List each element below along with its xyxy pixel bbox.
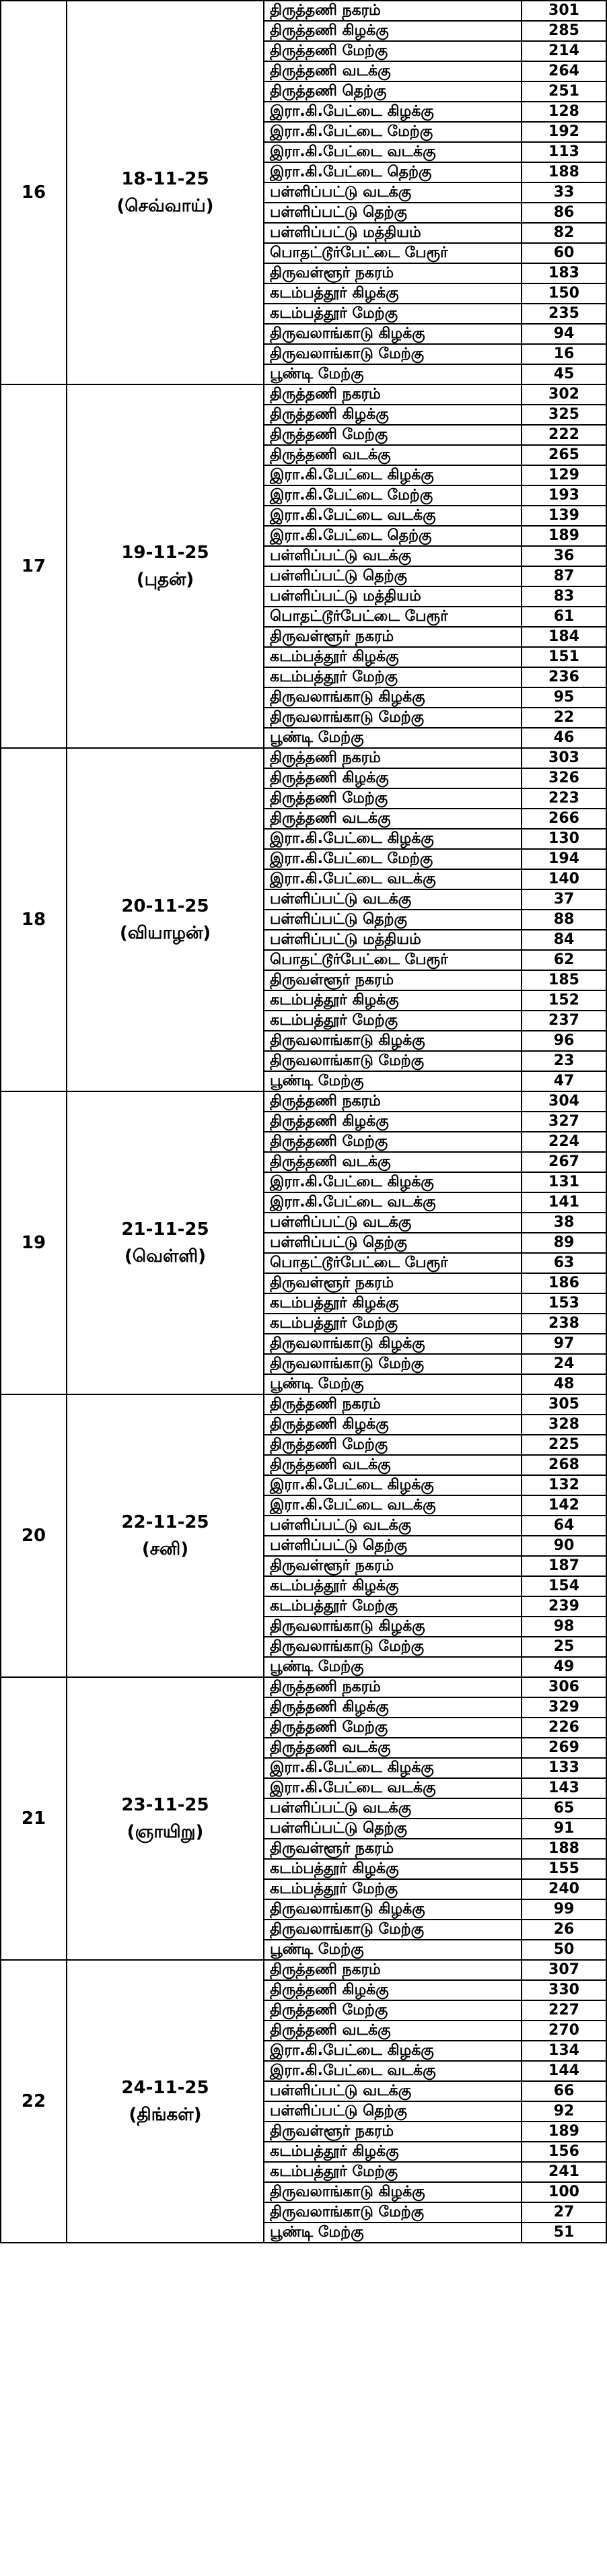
count-cell: 154: [522, 1576, 606, 1596]
serial-number-cell: 18: [1, 748, 67, 1091]
weekday-text: (சனி): [141, 1539, 189, 1559]
count-cell: 60: [522, 243, 606, 263]
weekday-text: (புதன்): [136, 570, 194, 590]
area-name-cell: இரா.கி.பேட்டை வடக்கு: [264, 869, 522, 889]
count-cell: 100: [522, 2182, 606, 2202]
area-name-cell: திருத்தணி நகரம்: [264, 1394, 522, 1415]
area-name-cell: திருத்தணி வடக்கு: [264, 1152, 522, 1172]
area-name-cell: கடம்பத்தூர் கிழக்கு: [264, 990, 522, 1011]
count-cell: 194: [522, 849, 606, 869]
count-cell: 302: [522, 384, 606, 405]
count-cell: 306: [522, 1677, 606, 1697]
count-cell: 22: [522, 708, 606, 728]
area-name-cell: இரா.கி.பேட்டை கிழக்கு: [264, 829, 522, 849]
table-row: [1, 1, 606, 21]
area-name-cell: பூண்டி மேற்கு: [264, 1374, 522, 1394]
count-cell: 46: [522, 728, 606, 748]
date-cell: [67, 748, 264, 1091]
count-cell: 270: [522, 2021, 606, 2041]
count-cell: 128: [522, 102, 606, 122]
area-name-cell: பள்ளிப்பட்டு வடக்கு: [264, 1798, 522, 1819]
date-cell: [67, 1677, 264, 1960]
count-cell: 139: [522, 506, 606, 526]
area-name-cell: திருவலாங்காடு கிழக்கு: [264, 324, 522, 344]
area-name-cell: திருவலாங்காடு மேற்கு: [264, 1051, 522, 1071]
area-name-cell: கடம்பத்தூர் மேற்கு: [264, 304, 522, 324]
area-name-cell: பள்ளிப்பட்டு மத்தியம்: [264, 930, 522, 950]
date-cell: [67, 1960, 264, 2243]
date-cell: [67, 1, 264, 384]
area-name-cell: பள்ளிப்பட்டு மத்தியம்: [264, 586, 522, 607]
area-name-cell: இரா.கி.பேட்டை கிழக்கு: [264, 1475, 522, 1495]
count-cell: 132: [522, 1475, 606, 1495]
weekday-text: (செவ்வாய்): [116, 196, 214, 216]
count-cell: 326: [522, 768, 606, 788]
count-cell: 214: [522, 41, 606, 61]
count-cell: 237: [522, 1011, 606, 1031]
count-cell: 48: [522, 1374, 606, 1394]
area-name-cell: இரா.கி.பேட்டை கிழக்கு: [264, 102, 522, 122]
area-name-cell: திருத்தணி மேற்கு: [264, 2000, 522, 2021]
area-name-cell: பள்ளிப்பட்டு வடக்கு: [264, 1213, 522, 1233]
area-name-cell: திருவலாங்காடு கிழக்கு: [264, 1334, 522, 1354]
area-name-cell: கடம்பத்தூர் கிழக்கு: [264, 1293, 522, 1314]
area-name-cell: கடம்பத்தூர் கிழக்கு: [264, 647, 522, 667]
count-cell: 66: [522, 2081, 606, 2101]
count-cell: 83: [522, 586, 606, 607]
count-cell: 90: [522, 1536, 606, 1556]
area-name-cell: இரா.கி.பேட்டை கிழக்கு: [264, 465, 522, 485]
area-name-cell: திருவலாங்காடு மேற்கு: [264, 1354, 522, 1374]
area-name-cell: திருத்தணி மேற்கு: [264, 788, 522, 809]
count-cell: 24: [522, 1354, 606, 1374]
area-name-cell: திருத்தணி வடக்கு: [264, 809, 522, 829]
count-cell: 142: [522, 1495, 606, 1516]
area-name-cell: திருவள்ளூர் நகரம்: [264, 263, 522, 283]
count-cell: 226: [522, 1718, 606, 1738]
area-name-cell: கடம்பத்தூர் கிழக்கு: [264, 283, 522, 304]
count-cell: 330: [522, 1980, 606, 2000]
count-cell: 96: [522, 1031, 606, 1051]
count-cell: 267: [522, 1152, 606, 1172]
count-cell: 188: [522, 162, 606, 182]
weekday-text: (திங்கள்): [129, 2105, 202, 2125]
area-name-cell: திருவள்ளூர் நகரம்: [264, 1273, 522, 1293]
date-text: 18-11-25: [121, 169, 209, 189]
count-cell: 65: [522, 1798, 606, 1819]
count-cell: 95: [522, 687, 606, 708]
table-row: [1, 384, 606, 405]
count-cell: 129: [522, 465, 606, 485]
area-name-cell: திருவலாங்காடு மேற்கு: [264, 708, 522, 728]
serial-number-cell: 19: [1, 1091, 67, 1394]
count-cell: 238: [522, 1314, 606, 1334]
area-name-cell: திருத்தணி மேற்கு: [264, 1435, 522, 1455]
area-name-cell: இரா.கி.பேட்டை கிழக்கு: [264, 1758, 522, 1778]
count-cell: 240: [522, 1879, 606, 1899]
area-name-cell: பள்ளிப்பட்டு தெற்கு: [264, 910, 522, 930]
area-name-cell: திருத்தணி தெற்கு: [264, 81, 522, 102]
area-name-cell: திருத்தணி வடக்கு: [264, 1738, 522, 1758]
count-cell: 183: [522, 263, 606, 283]
area-name-cell: திருத்தணி நகரம்: [264, 748, 522, 768]
area-name-cell: கடம்பத்தூர் கிழக்கு: [264, 2142, 522, 2162]
area-name-cell: கடம்பத்தூர் மேற்கு: [264, 1879, 522, 1899]
area-name-cell: திருவள்ளூர் நகரம்: [264, 1839, 522, 1859]
area-name-cell: திருத்தணி கிழக்கு: [264, 1112, 522, 1132]
area-name-cell: கடம்பத்தூர் மேற்கு: [264, 2162, 522, 2182]
area-name-cell: திருத்தணி வடக்கு: [264, 2021, 522, 2041]
area-name-cell: திருத்தணி வடக்கு: [264, 445, 522, 465]
count-cell: 150: [522, 283, 606, 304]
date-text: 22-11-25: [121, 1512, 209, 1532]
area-name-cell: திருத்தணி மேற்கு: [264, 41, 522, 61]
area-name-cell: இரா.கி.பேட்டை தெற்கு: [264, 162, 522, 182]
area-name-cell: திருத்தணி கிழக்கு: [264, 768, 522, 788]
table-row: [1, 1091, 606, 1112]
serial-number-cell: 17: [1, 384, 67, 748]
area-name-cell: இரா.கி.பேட்டை வடக்கு: [264, 506, 522, 526]
count-cell: 151: [522, 647, 606, 667]
count-cell: 113: [522, 142, 606, 162]
count-cell: 98: [522, 1617, 606, 1637]
table-row: [1, 1960, 606, 1980]
count-cell: 63: [522, 1253, 606, 1273]
area-name-cell: திருத்தணி வடக்கு: [264, 61, 522, 81]
count-cell: 227: [522, 2000, 606, 2021]
area-name-cell: திருத்தணி நகரம்: [264, 1677, 522, 1697]
count-cell: 187: [522, 1556, 606, 1576]
area-name-cell: திருத்தணி மேற்கு: [264, 425, 522, 445]
weekday-text: (ஞாயிறு): [127, 1822, 204, 1842]
count-cell: 155: [522, 1859, 606, 1879]
area-name-cell: இரா.கி.பேட்டை வடக்கு: [264, 2061, 522, 2081]
date-text: 24-11-25: [121, 2078, 209, 2098]
count-cell: 133: [522, 1758, 606, 1778]
count-cell: 225: [522, 1435, 606, 1455]
area-name-cell: திருத்தணி நகரம்: [264, 1091, 522, 1112]
area-name-cell: இரா.கி.பேட்டை மேற்கு: [264, 122, 522, 142]
area-name-cell: திருத்தணி மேற்கு: [264, 1718, 522, 1738]
area-name-cell: திருவலாங்காடு மேற்கு: [264, 1637, 522, 1657]
serial-number-cell: 22: [1, 1960, 67, 2243]
count-cell: 329: [522, 1697, 606, 1718]
area-name-cell: திருவள்ளூர் நகரம்: [264, 627, 522, 647]
count-cell: 45: [522, 364, 606, 384]
count-cell: 49: [522, 1657, 606, 1677]
count-cell: 235: [522, 304, 606, 324]
area-name-cell: திருத்தணி மேற்கு: [264, 1132, 522, 1152]
count-cell: 304: [522, 1091, 606, 1112]
count-cell: 156: [522, 2142, 606, 2162]
area-name-cell: திருவலாங்காடு மேற்கு: [264, 344, 522, 364]
area-name-cell: பள்ளிப்பட்டு தெற்கு: [264, 566, 522, 586]
area-name-cell: திருவள்ளூர் நகரம்: [264, 2122, 522, 2142]
count-cell: 51: [522, 2223, 606, 2243]
count-cell: 62: [522, 950, 606, 970]
area-name-cell: பூண்டி மேற்கு: [264, 2223, 522, 2243]
count-cell: 61: [522, 607, 606, 627]
area-name-cell: இரா.கி.பேட்டை வடக்கு: [264, 1778, 522, 1798]
area-name-cell: பள்ளிப்பட்டு தெற்கு: [264, 1819, 522, 1839]
weekday-text: (வியாழன்): [119, 923, 211, 943]
area-name-cell: கடம்பத்தூர் மேற்கு: [264, 1596, 522, 1617]
area-name-cell: பூண்டி மேற்கு: [264, 364, 522, 384]
count-cell: 222: [522, 425, 606, 445]
area-name-cell: திருத்தணி கிழக்கு: [264, 21, 522, 41]
area-name-cell: பூண்டி மேற்கு: [264, 1940, 522, 1960]
area-name-cell: கடம்பத்தூர் மேற்கு: [264, 1314, 522, 1334]
area-name-cell: பூண்டி மேற்கு: [264, 1071, 522, 1091]
area-name-cell: திருத்தணி கிழக்கு: [264, 1697, 522, 1718]
count-cell: 91: [522, 1819, 606, 1839]
count-cell: 192: [522, 122, 606, 142]
count-cell: 25: [522, 1637, 606, 1657]
count-cell: 87: [522, 566, 606, 586]
count-cell: 189: [522, 526, 606, 546]
area-name-cell: கடம்பத்தூர் கிழக்கு: [264, 1576, 522, 1596]
count-cell: 184: [522, 627, 606, 647]
table-row: [1, 1394, 606, 1415]
count-cell: 269: [522, 1738, 606, 1758]
count-cell: 143: [522, 1778, 606, 1798]
count-cell: 26: [522, 1920, 606, 1940]
area-name-cell: திருவலாங்காடு கிழக்கு: [264, 1899, 522, 1920]
count-cell: 303: [522, 748, 606, 768]
count-cell: 268: [522, 1455, 606, 1475]
area-name-cell: இரா.கி.பேட்டை வடக்கு: [264, 1495, 522, 1516]
area-name-cell: இரா.கி.பேட்டை மேற்கு: [264, 849, 522, 869]
area-name-cell: இரா.கி.பேட்டை வடக்கு: [264, 142, 522, 162]
count-cell: 153: [522, 1293, 606, 1314]
area-name-cell: திருவள்ளூர் நகரம்: [264, 970, 522, 990]
count-cell: 36: [522, 546, 606, 566]
count-cell: 185: [522, 970, 606, 990]
area-name-cell: திருவலாங்காடு கிழக்கு: [264, 1617, 522, 1637]
area-name-cell: கடம்பத்தூர் கிழக்கு: [264, 1859, 522, 1879]
area-name-cell: பள்ளிப்பட்டு தெற்கு: [264, 2101, 522, 2122]
count-cell: 301: [522, 1, 606, 21]
count-cell: 193: [522, 485, 606, 506]
count-cell: 285: [522, 21, 606, 41]
count-cell: 152: [522, 990, 606, 1011]
date-text: 23-11-25: [121, 1795, 209, 1815]
area-name-cell: திருவலாங்காடு கிழக்கு: [264, 2182, 522, 2202]
count-cell: 140: [522, 869, 606, 889]
count-cell: 264: [522, 61, 606, 81]
date-text: 21-11-25: [121, 1219, 209, 1240]
table-row: [1, 1677, 606, 1697]
date-cell: [67, 1091, 264, 1394]
count-cell: 239: [522, 1596, 606, 1617]
count-cell: 134: [522, 2041, 606, 2061]
count-cell: 186: [522, 1273, 606, 1293]
count-cell: 305: [522, 1394, 606, 1415]
count-cell: 92: [522, 2101, 606, 2122]
count-cell: 251: [522, 81, 606, 102]
count-cell: 144: [522, 2061, 606, 2081]
area-name-cell: பள்ளிப்பட்டு வடக்கு: [264, 1516, 522, 1536]
area-name-cell: திருவலாங்காடு மேற்கு: [264, 2202, 522, 2223]
serial-number-cell: 16: [1, 1, 67, 384]
area-name-cell: திருத்தணி நகரம்: [264, 1, 522, 21]
count-cell: 88: [522, 910, 606, 930]
count-cell: 94: [522, 324, 606, 344]
area-name-cell: திருவலாங்காடு மேற்கு: [264, 1920, 522, 1940]
area-name-cell: பள்ளிப்பட்டு வடக்கு: [264, 182, 522, 203]
area-name-cell: இரா.கி.பேட்டை தெற்கு: [264, 526, 522, 546]
count-cell: 38: [522, 1213, 606, 1233]
area-name-cell: பொதட்டூர்பேட்டை பேரூர்: [264, 950, 522, 970]
area-name-cell: பொதட்டூர்பேட்டை பேரூர்: [264, 243, 522, 263]
area-name-cell: பள்ளிப்பட்டு மத்தியம்: [264, 223, 522, 243]
count-cell: 141: [522, 1192, 606, 1213]
area-name-cell: பள்ளிப்பட்டு வடக்கு: [264, 889, 522, 910]
count-cell: 131: [522, 1172, 606, 1192]
count-cell: 23: [522, 1051, 606, 1071]
area-name-cell: பொதட்டூர்பேட்டை பேரூர்: [264, 607, 522, 627]
area-name-cell: இரா.கி.பேட்டை வடக்கு: [264, 1192, 522, 1213]
area-name-cell: பள்ளிப்பட்டு தெற்கு: [264, 1233, 522, 1253]
area-name-cell: திருவலாங்காடு கிழக்கு: [264, 1031, 522, 1051]
date-cell: [67, 1394, 264, 1677]
count-cell: 64: [522, 1516, 606, 1536]
count-cell: 307: [522, 1960, 606, 1980]
count-cell: 84: [522, 930, 606, 950]
area-name-cell: பூண்டி மேற்கு: [264, 728, 522, 748]
count-cell: 241: [522, 2162, 606, 2182]
area-name-cell: கடம்பத்தூர் மேற்கு: [264, 667, 522, 687]
count-cell: 189: [522, 2122, 606, 2142]
count-cell: 223: [522, 788, 606, 809]
area-name-cell: பொதட்டூர்பேட்டை பேரூர்: [264, 1253, 522, 1273]
serial-number-cell: 21: [1, 1677, 67, 1960]
date-text: 19-11-25: [121, 543, 209, 563]
area-name-cell: திருத்தணி நகரம்: [264, 384, 522, 405]
count-cell: 86: [522, 203, 606, 223]
area-name-cell: கடம்பத்தூர் மேற்கு: [264, 1011, 522, 1031]
count-cell: 97: [522, 1334, 606, 1354]
count-cell: 33: [522, 182, 606, 203]
table-row: [1, 748, 606, 768]
count-cell: 47: [522, 1071, 606, 1091]
area-name-cell: திருத்தணி கிழக்கு: [264, 1980, 522, 2000]
area-name-cell: திருத்தணி வடக்கு: [264, 1455, 522, 1475]
date-cell: [67, 384, 264, 748]
count-cell: 265: [522, 445, 606, 465]
area-name-cell: பூண்டி மேற்கு: [264, 1657, 522, 1677]
count-cell: 327: [522, 1112, 606, 1132]
area-name-cell: பள்ளிப்பட்டு வடக்கு: [264, 2081, 522, 2101]
count-cell: 37: [522, 889, 606, 910]
area-name-cell: இரா.கி.பேட்டை கிழக்கு: [264, 1172, 522, 1192]
area-name-cell: பள்ளிப்பட்டு தெற்கு: [264, 203, 522, 223]
count-cell: 16: [522, 344, 606, 364]
count-cell: 224: [522, 1132, 606, 1152]
area-name-cell: இரா.கி.பேட்டை மேற்கு: [264, 485, 522, 506]
serial-number-cell: 20: [1, 1394, 67, 1677]
area-name-cell: பள்ளிப்பட்டு வடக்கு: [264, 546, 522, 566]
count-cell: 89: [522, 1233, 606, 1253]
count-cell: 325: [522, 405, 606, 425]
area-name-cell: திருத்தணி நகரம்: [264, 1960, 522, 1980]
count-cell: 50: [522, 1940, 606, 1960]
area-name-cell: திருத்தணி கிழக்கு: [264, 1415, 522, 1435]
area-name-cell: இரா.கி.பேட்டை கிழக்கு: [264, 2041, 522, 2061]
area-name-cell: பள்ளிப்பட்டு தெற்கு: [264, 1536, 522, 1556]
count-cell: 328: [522, 1415, 606, 1435]
count-cell: 27: [522, 2202, 606, 2223]
count-cell: 236: [522, 667, 606, 687]
schedule-table-body: [1, 1, 606, 2243]
area-name-cell: திருவலாங்காடு கிழக்கு: [264, 687, 522, 708]
count-cell: 99: [522, 1899, 606, 1920]
count-cell: 266: [522, 809, 606, 829]
count-cell: 82: [522, 223, 606, 243]
count-cell: 130: [522, 829, 606, 849]
area-name-cell: திருத்தணி கிழக்கு: [264, 405, 522, 425]
count-cell: 188: [522, 1839, 606, 1859]
date-text: 20-11-25: [121, 896, 209, 916]
area-name-cell: திருவள்ளூர் நகரம்: [264, 1556, 522, 1576]
weekday-text: (வெள்ளி): [124, 1246, 207, 1266]
